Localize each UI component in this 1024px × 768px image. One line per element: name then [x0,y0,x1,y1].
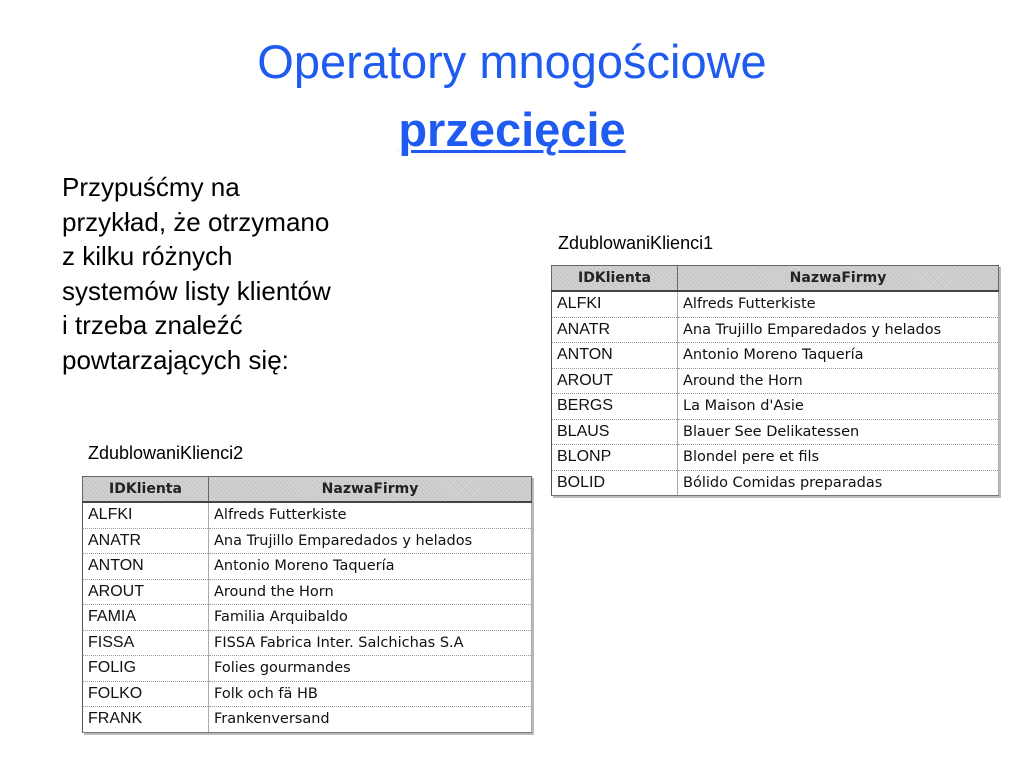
table-row [552,445,999,471]
customer-id-cell: ANTON [552,343,678,369]
company-name-cell: Alfreds Futterkiste [209,502,532,528]
body-line: przykład, że otrzymano [62,206,330,237]
column-header-name: NazwaFirmy [209,477,532,503]
table-row [552,368,999,394]
table2-header-row [83,477,532,503]
table-row [83,605,532,631]
table1-grid [551,265,999,496]
table-row [552,291,999,317]
body-line: systemów listy klientów [62,275,331,306]
table2-caption: ZdublowaniKlienci2 [88,443,244,463]
company-name-cell: Bólido Comidas preparadas [678,470,999,496]
slide-subtitle: przecięcie [398,103,626,156]
company-name-cell: Around the Horn [678,368,999,394]
company-name-cell: Familia Arquibaldo [209,605,532,631]
table2-grid [82,476,532,733]
company-name-cell: Blauer See Delikatessen [678,419,999,445]
table-row [552,343,999,369]
table-row [83,528,532,554]
company-name-cell: Around the Horn [209,579,532,605]
company-name-cell: Antonio Moreno Taquería [209,554,532,580]
table-row [552,419,999,445]
table1-caption: ZdublowaniKlienci1 [558,233,714,253]
column-header-name: NazwaFirmy [678,266,999,292]
company-name-cell: Antonio Moreno Taquería [678,343,999,369]
customer-id-cell: AROUT [83,579,209,605]
company-name-cell: Ana Trujillo Emparedados y helados [678,317,999,343]
customer-id-cell: ALFKI [83,502,209,528]
body-line: i trzeba znaleźć [62,310,243,340]
slide-title: Operatory mnogościowe [257,35,767,88]
customer-id-cell: ALFKI [552,291,678,317]
company-name-cell: Blondel pere et fils [678,445,999,471]
column-header-id: IDKlienta [83,477,209,503]
body-line: z kilku różnych [62,241,233,271]
company-name-cell: Ana Trujillo Emparedados y helados [209,528,532,554]
company-name-cell: La Maison d'Asie [678,394,999,420]
table-row [552,394,999,420]
company-name-cell: FISSA Fabrica Inter. Salchichas S.A [209,630,532,656]
customer-id-cell: BLONP [552,445,678,471]
company-name-cell: Folk och fä HB [209,681,532,707]
customer-id-cell: ANTON [83,554,209,580]
table-row [83,554,532,580]
table-row [83,656,532,682]
customer-id-cell: ANATR [552,317,678,343]
table-row [83,502,532,528]
customer-id-cell: FOLKO [83,681,209,707]
body-line: powtarzających się: [62,344,289,375]
table-row [83,681,532,707]
customer-id-cell: FAMIA [83,605,209,631]
customer-id-cell: FISSA [83,630,209,656]
table-row [552,317,999,343]
customer-id-cell: AROUT [552,368,678,394]
table-row [552,470,999,496]
table1-header-row [552,266,999,292]
body-paragraph [62,170,432,377]
customer-id-cell: FOLIG [83,656,209,682]
customer-id-cell: BLAUS [552,419,678,445]
table-row [83,579,532,605]
company-name-cell: Folies gourmandes [209,656,532,682]
customer-id-cell: BERGS [552,394,678,420]
customer-id-cell: ANATR [83,528,209,554]
customer-id-cell: BOLID [552,470,678,496]
body-line: Przypuśćmy na [62,172,240,202]
table-row [83,707,532,733]
table-row [83,630,532,656]
company-name-cell: Frankenversand [209,707,532,733]
column-header-id: IDKlienta [552,266,678,292]
company-name-cell: Alfreds Futterkiste [678,291,999,317]
customer-id-cell: FRANK [83,707,209,733]
